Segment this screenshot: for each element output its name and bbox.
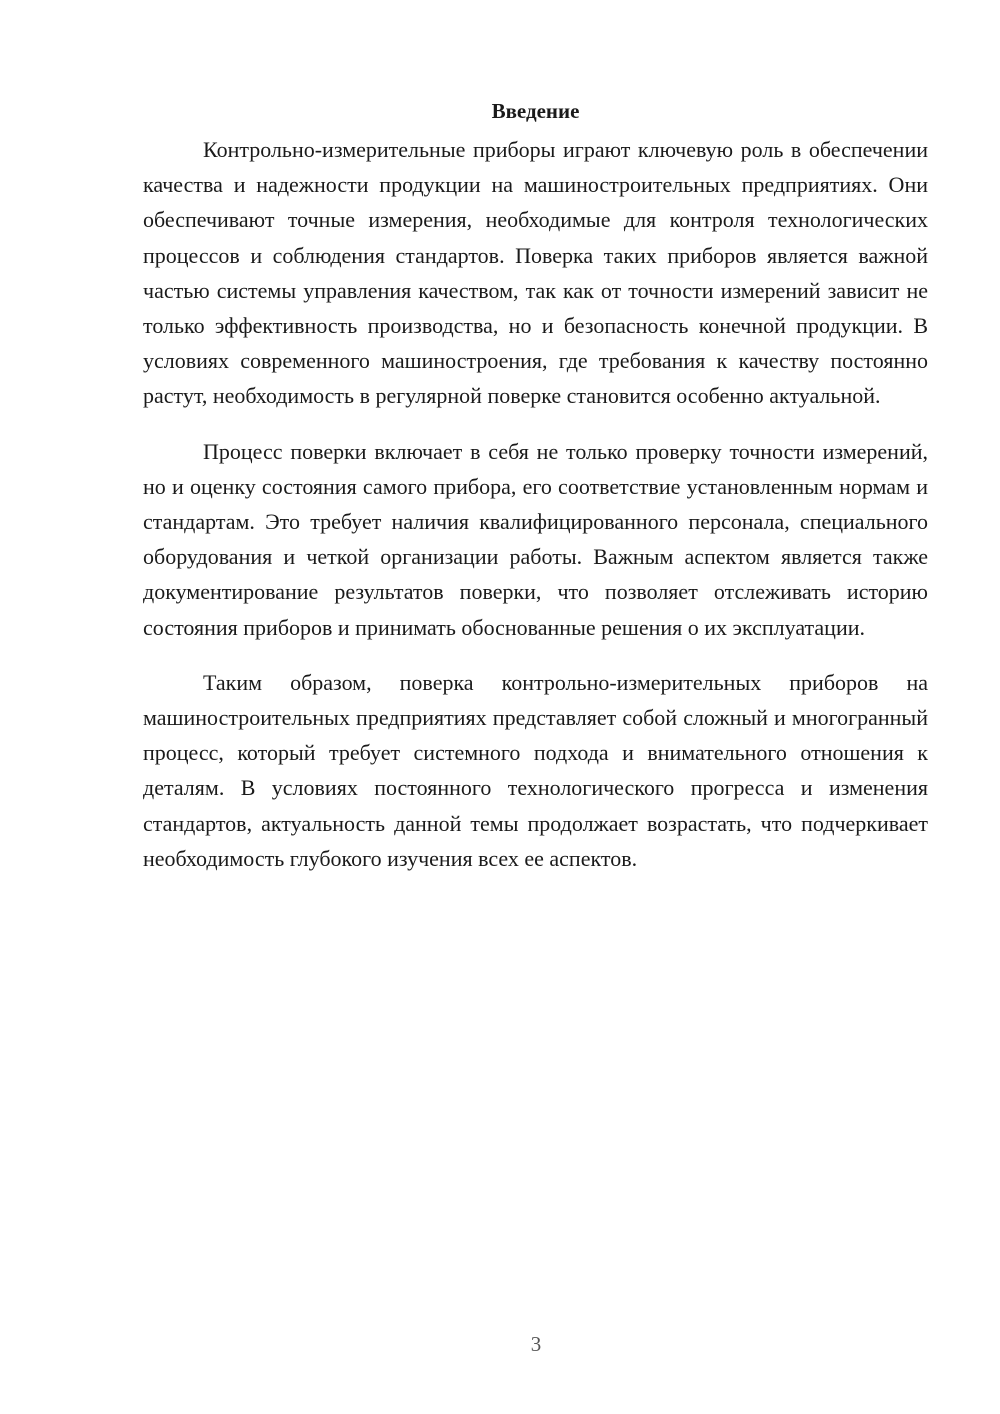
paragraph-2: Процесс поверки включает в себя не только проверку точности измерений, но и оценку состояния самого прибора, его соответствие установленным нормам и стандартам. Это требует наличия квалифицированного персонала, специального оборудования и четкой организации работы. Важным аспектом является также документирование результатов поверки, что позволяет отслеживать историю состояния приборов и принимать обоснованные решения о их эксплуатации. <box>143 438 928 640</box>
paragraph-3: Таким образом, поверка контрольно-измерительных приборов на машиностроительных предприятиях представляет собой сложный и многогранный процесс, который требует системного подхода и внимательного отношения к деталям. В условиях постоянного технологического прогресса и изменения стандартов, актуальность данной темы продолжает возрастать, что подчеркивает необходимость глубокого изучения всех ее аспектов. <box>143 669 928 871</box>
page-number: 3 <box>530 1332 542 1356</box>
page-content <box>143 90 928 896</box>
paragraph-1: Контрольно-измерительные приборы играют ключевую роль в обеспечении качества и надежности продукции на машиностроительных предприятиях. Они обеспечивают точные измерения, необходимые для контроля технологических процессов и соблюдения стандартов. Поверка таких приборов является важной частью системы управления качеством, так как от точности измерений зависит не только эффективность производства, но и безопасность конечной продукции. В условиях современного машиностроения, где требования к качеству постоянно растут, необходимость в регулярной поверке становится особенно актуальной. <box>143 137 928 409</box>
section-heading: Введение <box>491 99 580 123</box>
